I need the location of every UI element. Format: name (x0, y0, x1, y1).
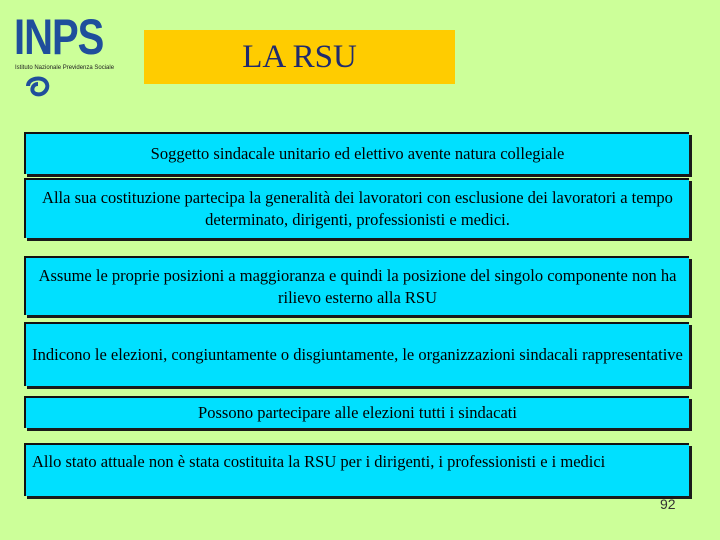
content-box-6: Allo stato attuale non è stata costituita la RSU per i dirigenti, i professionisti e i medici (24, 443, 689, 496)
content-box-4: Indicono le elezioni, congiuntamente o disgiuntamente, le organizzazioni sindacali rappresentative (24, 322, 689, 386)
content-box-5: Possono partecipare alle elezioni tutti i sindacati (24, 396, 689, 428)
page-number: 92 (660, 496, 676, 512)
logo-swirl-icon (22, 72, 54, 100)
inps-logo (12, 10, 130, 100)
logo-subtitle: Istituto Nazionale Previdenza Sociale (15, 65, 115, 71)
content-box-2: Alla sua costituzione partecipa la generalità dei lavoratori con esclusione dei lavoratori a tempo determinato, dirigenti, professionisti e medici. (24, 178, 689, 238)
content-box-3: Assume le proprie posizioni a maggioranza e quindi la posizione del singolo componente non ha rilievo esterno alla RSU (24, 256, 689, 315)
logo-text: INPS (14, 10, 104, 65)
slide-title: LA RSU (144, 30, 455, 84)
content-box-1: Soggetto sindacale unitario ed elettivo avente natura collegiale (24, 132, 689, 174)
